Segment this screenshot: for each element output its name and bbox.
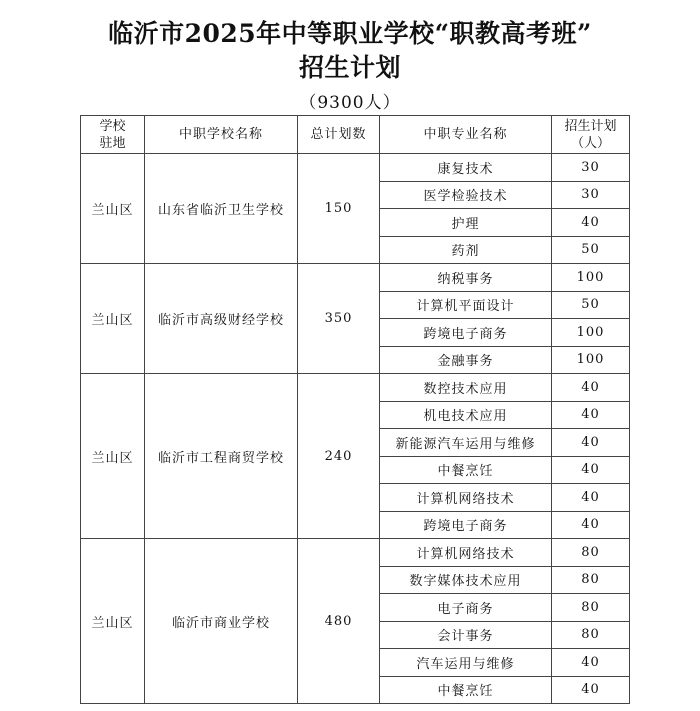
major-name-cell-text: 纳税事务 (437, 271, 494, 287)
major-plan-cell (552, 676, 630, 704)
header-school (145, 116, 298, 154)
major-plan-cell-text: 40 (581, 379, 600, 395)
major-name-cell-text: 数字媒体技术应用 (409, 574, 522, 590)
major-name-cell-text: 电子商务 (437, 601, 494, 617)
major-name-cell-text: 计算机网络技术 (416, 546, 515, 562)
school-name-cell-text: 临沂市工程商贸学校 (157, 450, 284, 466)
major-plan-cell (552, 401, 630, 429)
header-plan (552, 116, 630, 154)
major-plan-cell-text: 100 (576, 352, 605, 368)
table-header-row (81, 116, 630, 154)
major-name-cell (380, 264, 552, 292)
major-name-cell-text: 护理 (451, 216, 480, 232)
header-total (298, 116, 380, 154)
major-name-cell-text: 中餐烹饪 (437, 464, 494, 480)
header-region (81, 116, 145, 154)
header-region-line1: 学校 (99, 118, 126, 134)
major-name-cell-text: 金融事务 (437, 354, 494, 370)
major-plan-cell (552, 566, 630, 594)
major-name-cell-text: 计算机网络技术 (416, 491, 515, 507)
school-name-cell (145, 264, 298, 374)
major-plan-cell-text: 80 (581, 599, 600, 615)
table-row (81, 374, 630, 402)
major-name-cell (380, 676, 552, 704)
major-plan-cell-text: 80 (581, 627, 600, 643)
major-plan-cell-text: 40 (581, 434, 600, 450)
header-plan-line2: （人） (570, 135, 610, 151)
major-plan-cell (552, 594, 630, 622)
header-total-label: 总计划数 (310, 127, 367, 142)
school-region-cell-text: 兰山区 (91, 203, 134, 218)
major-plan-cell-text: 100 (576, 269, 605, 285)
school-region-cell (81, 539, 145, 704)
major-plan-cell-text: 40 (581, 462, 600, 478)
school-name-cell (145, 539, 298, 704)
table-row (81, 264, 630, 292)
major-plan-cell (552, 209, 630, 237)
major-plan-cell (552, 621, 630, 649)
school-name-cell-text: 临沂市商业学校 (171, 615, 270, 631)
major-plan-cell-text: 30 (581, 187, 600, 203)
major-name-cell (380, 484, 552, 512)
major-plan-cell (552, 429, 630, 457)
major-plan-cell-text: 80 (581, 544, 600, 560)
major-plan-cell-text: 40 (581, 682, 600, 698)
major-plan-cell-text: 80 (581, 572, 600, 588)
major-name-cell-text: 康复技术 (437, 161, 494, 177)
school-name-cell-text: 临沂市高级财经学校 (157, 313, 284, 328)
enrollment-plan-table (80, 115, 630, 704)
major-name-cell (380, 539, 552, 567)
school-region-cell (81, 374, 145, 539)
major-name-cell-text: 药剂 (451, 244, 480, 260)
major-name-cell-text: 汽车运用与维修 (416, 656, 515, 672)
school-region-cell-text: 兰山区 (91, 450, 134, 466)
major-plan-cell-text: 50 (581, 297, 600, 313)
major-plan-cell-text: 40 (581, 654, 600, 670)
major-plan-cell-text: 40 (581, 517, 600, 533)
school-total-cell (298, 154, 380, 264)
major-name-cell-text: 跨境电子商务 (423, 519, 508, 535)
major-name-cell (380, 209, 552, 237)
major-plan-cell-text: 30 (581, 159, 600, 175)
school-name-cell-text: 山东省临沂卫生学校 (157, 203, 284, 218)
major-name-cell (380, 154, 552, 182)
major-name-cell (380, 319, 552, 347)
major-plan-cell (552, 346, 630, 374)
major-name-cell-text: 会计事务 (437, 629, 494, 645)
major-plan-cell-text: 40 (581, 489, 600, 505)
major-plan-cell-text: 40 (581, 407, 600, 423)
header-plan-line1: 招生计划 (564, 118, 617, 134)
major-plan-cell (552, 456, 630, 484)
school-region-cell-text: 兰山区 (91, 313, 134, 328)
school-region-cell-text: 兰山区 (91, 615, 134, 631)
major-name-cell (380, 401, 552, 429)
major-name-cell-text: 计算机平面设计 (416, 299, 515, 315)
major-name-cell (380, 621, 552, 649)
major-plan-cell (552, 319, 630, 347)
major-plan-cell (552, 291, 630, 319)
major-name-cell (380, 236, 552, 264)
major-plan-cell (552, 484, 630, 512)
major-name-cell-text: 新能源汽车运用与维修 (395, 436, 536, 452)
major-name-cell (380, 566, 552, 594)
header-region-line2: 驻地 (99, 135, 126, 151)
major-plan-cell (552, 539, 630, 567)
school-region-cell (81, 264, 145, 374)
major-name-cell (380, 291, 552, 319)
major-plan-cell-text: 50 (581, 242, 600, 258)
major-name-cell-text: 中餐烹饪 (437, 684, 494, 700)
school-total-cell-text: 350 (324, 311, 353, 326)
major-name-cell (380, 649, 552, 677)
school-total-cell (298, 264, 380, 374)
document-title-line2: 招生计划 (298, 53, 401, 82)
major-name-cell (380, 594, 552, 622)
major-name-cell (380, 456, 552, 484)
school-total-cell-text: 150 (324, 201, 353, 216)
major-plan-cell (552, 511, 630, 539)
header-major (380, 116, 552, 154)
header-school-label: 中职学校名称 (178, 127, 263, 142)
major-plan-cell (552, 264, 630, 292)
school-total-cell-text: 480 (324, 613, 353, 629)
document-subtitle: （9300人） (299, 93, 401, 113)
major-name-cell (380, 511, 552, 539)
table-row (81, 539, 630, 567)
school-name-cell (145, 374, 298, 539)
major-plan-cell (552, 236, 630, 264)
major-plan-cell (552, 649, 630, 677)
major-plan-cell (552, 181, 630, 209)
major-name-cell (380, 181, 552, 209)
table-row (81, 154, 630, 182)
major-plan-cell-text: 100 (576, 324, 605, 340)
school-total-cell (298, 539, 380, 704)
school-total-cell (298, 374, 380, 539)
major-name-cell-text: 数控技术应用 (423, 381, 508, 397)
major-plan-cell (552, 154, 630, 182)
major-name-cell-text: 医学检验技术 (423, 189, 508, 205)
school-total-cell-text: 240 (324, 448, 353, 464)
major-plan-cell-text: 40 (581, 214, 600, 230)
major-name-cell-text: 机电技术应用 (423, 409, 508, 425)
major-plan-cell (552, 374, 630, 402)
school-name-cell (145, 154, 298, 264)
major-name-cell (380, 374, 552, 402)
document-title-line1: 临沂市2025年中等职业学校“职教高考班” (108, 19, 592, 48)
header-major-label: 中职专业名称 (423, 127, 508, 142)
major-name-cell (380, 346, 552, 374)
major-name-cell (380, 429, 552, 457)
major-name-cell-text: 跨境电子商务 (423, 326, 508, 342)
school-region-cell (81, 154, 145, 264)
